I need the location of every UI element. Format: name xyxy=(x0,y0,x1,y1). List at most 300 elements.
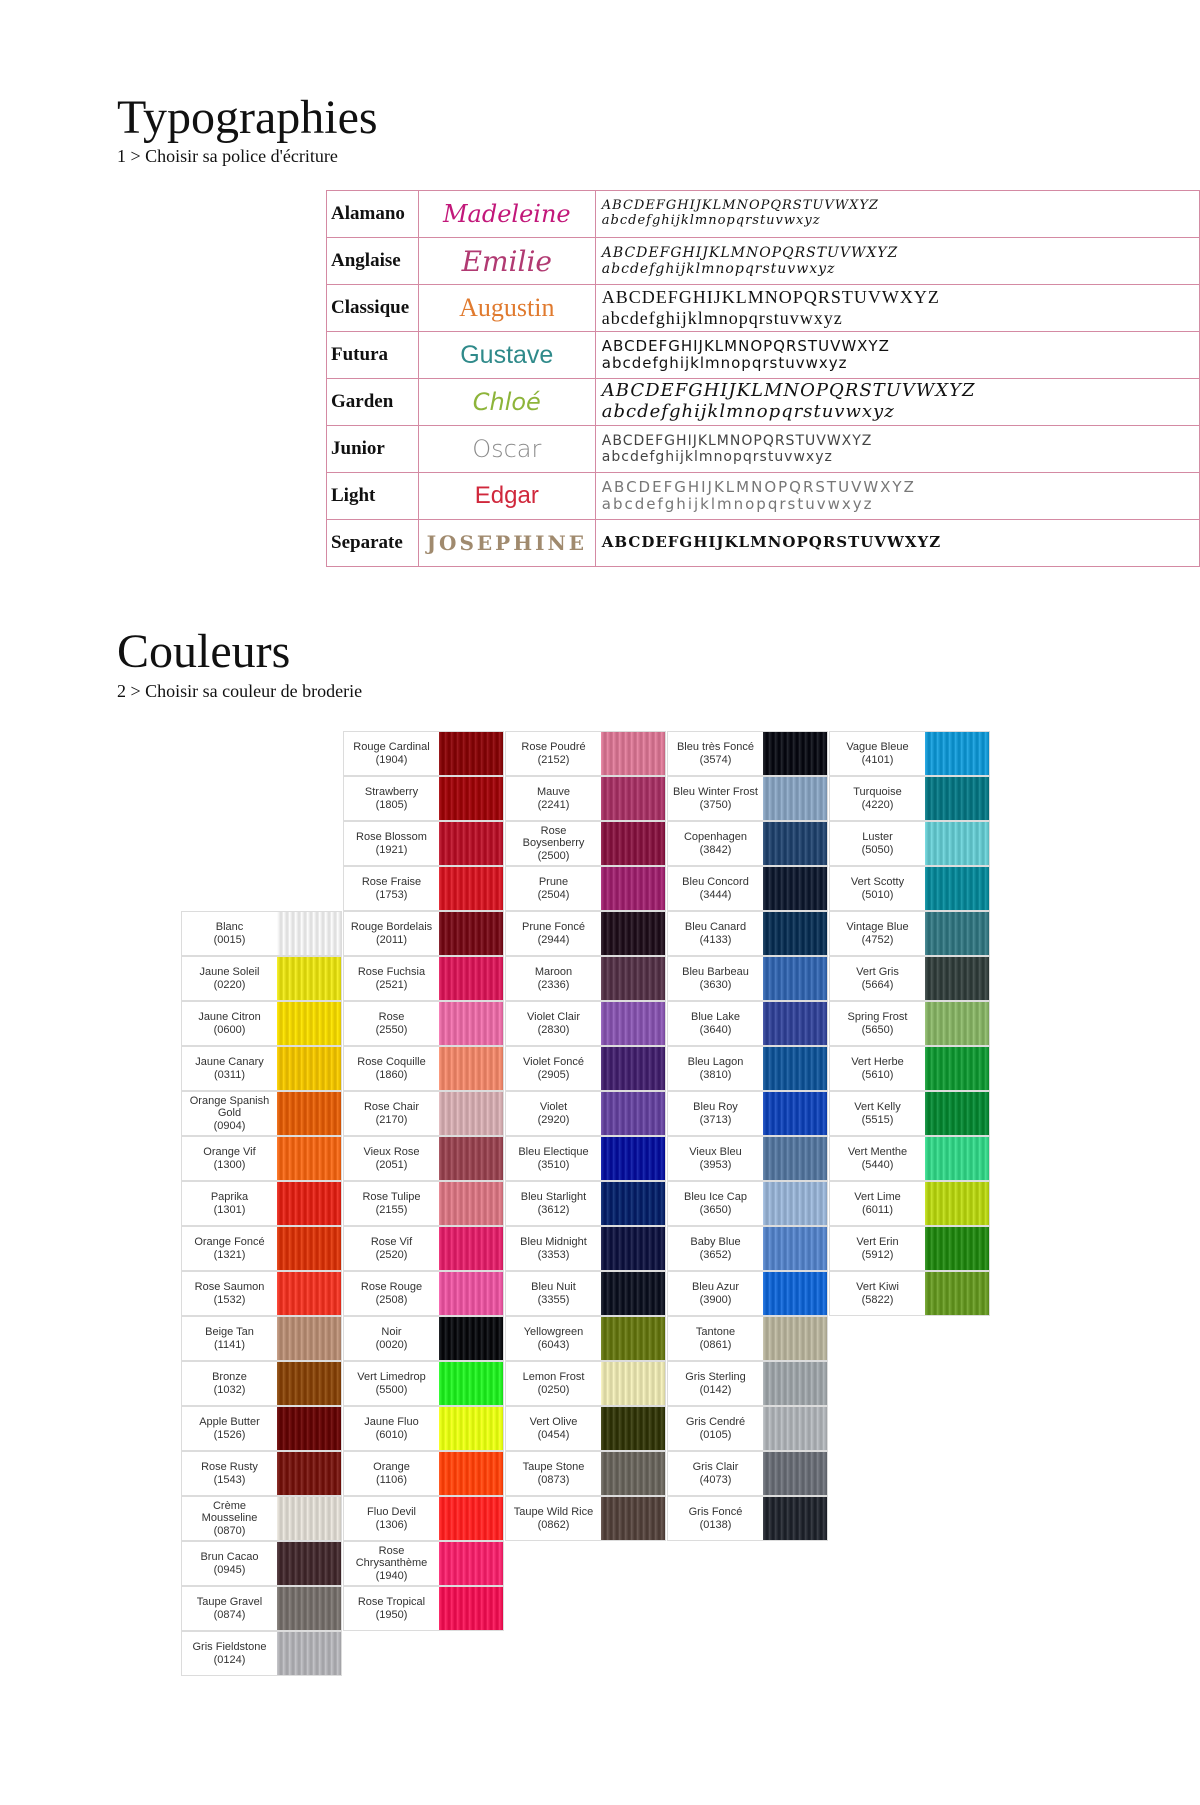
thread-label[interactable] xyxy=(667,821,763,866)
thread-swatch[interactable] xyxy=(763,1181,828,1226)
thread-swatch[interactable] xyxy=(277,1451,342,1496)
thread-label[interactable] xyxy=(181,1631,277,1676)
thread-swatch[interactable] xyxy=(763,1451,828,1496)
thread-swatch[interactable] xyxy=(601,731,666,776)
thread-name: Vert Kiwi xyxy=(856,1281,899,1294)
thread-name: Bleu Winter Frost xyxy=(673,786,758,799)
thread-swatch[interactable] xyxy=(763,1361,828,1406)
thread-swatch[interactable] xyxy=(439,1271,504,1316)
thread-label[interactable] xyxy=(667,1496,763,1541)
thread-label[interactable] xyxy=(667,866,763,911)
thread-label[interactable] xyxy=(181,1271,277,1316)
thread-label[interactable] xyxy=(181,1046,277,1091)
thread-label[interactable] xyxy=(181,1001,277,1046)
thread-swatch[interactable] xyxy=(277,1496,342,1541)
thread-label[interactable] xyxy=(181,1181,277,1226)
thread-name: Beige Tan xyxy=(205,1326,254,1339)
thread-label[interactable] xyxy=(505,776,601,821)
thread-swatch[interactable] xyxy=(439,1316,504,1361)
thread-swatch[interactable] xyxy=(439,1136,504,1181)
typography-row xyxy=(327,473,1200,520)
thread-label[interactable] xyxy=(667,1316,763,1361)
thread-label[interactable] xyxy=(667,1271,763,1316)
thread-code: (2944) xyxy=(537,933,570,946)
thread-label[interactable] xyxy=(505,956,601,1001)
thread-name: Prune Foncé xyxy=(522,921,585,934)
thread-label[interactable] xyxy=(829,1091,925,1136)
thread-name: Gris Clair xyxy=(692,1461,739,1474)
thread-code: (2155) xyxy=(375,1203,408,1216)
thread-swatch[interactable] xyxy=(439,1586,504,1631)
thread-label[interactable] xyxy=(505,821,601,866)
thread-name: Bleu Canard xyxy=(684,921,747,934)
thread-swatch[interactable] xyxy=(439,1496,504,1541)
font-sample: Oscar xyxy=(418,426,595,473)
thread-swatch[interactable] xyxy=(763,1091,828,1136)
thread-swatch[interactable] xyxy=(439,1091,504,1136)
font-name: Separate xyxy=(327,520,419,567)
thread-label[interactable] xyxy=(667,1046,763,1091)
thread-label[interactable] xyxy=(343,1586,439,1631)
alphabet-lowercase: abcdefghijklmnopqrstuvwxyz xyxy=(601,308,843,328)
thread-name: Vert Erin xyxy=(856,1236,899,1249)
thread-label[interactable] xyxy=(829,776,925,821)
thread-code: (3510) xyxy=(537,1158,570,1171)
thread-swatch[interactable] xyxy=(439,1406,504,1451)
thread-name: Vert Olive xyxy=(529,1416,578,1429)
thread-swatch[interactable] xyxy=(925,1271,990,1316)
font-sample: JOSEPHINE xyxy=(418,520,595,567)
thread-swatch[interactable] xyxy=(763,1136,828,1181)
thread-swatch[interactable] xyxy=(439,1361,504,1406)
thread-swatch[interactable] xyxy=(439,821,504,866)
thread-name: Rose Chair xyxy=(363,1101,420,1114)
thread-name: Rose xyxy=(378,1011,405,1024)
thread-swatch[interactable] xyxy=(439,1046,504,1091)
thread-name: Orange Spanish Gold xyxy=(189,1095,270,1120)
thread-name: Violet Foncé xyxy=(523,1056,584,1069)
thread-name: Bleu Barbeau xyxy=(682,966,749,979)
thread-label[interactable] xyxy=(181,1496,277,1541)
thread-swatch[interactable] xyxy=(925,866,990,911)
thread-swatch[interactable] xyxy=(925,821,990,866)
thread-swatch[interactable] xyxy=(439,866,504,911)
thread-swatch[interactable] xyxy=(277,1136,342,1181)
thread-name: Rose Chrysanthème xyxy=(355,1545,428,1570)
thread-name: Vert Scotty xyxy=(850,876,905,889)
thread-label[interactable] xyxy=(505,1001,601,1046)
typography-row xyxy=(327,332,1200,379)
thread-label[interactable] xyxy=(181,1586,277,1631)
thread-code: (2152) xyxy=(537,753,570,766)
thread-name: Rose Blossom xyxy=(356,831,427,844)
thread-name: Maroon xyxy=(534,966,573,979)
thread-code: (1306) xyxy=(375,1518,408,1531)
thread-label[interactable] xyxy=(667,1226,763,1271)
thread-label[interactable] xyxy=(181,1406,277,1451)
alphabet-uppercase: ABCDEFGHIJKLMNOPQRSTUVWXYZ xyxy=(601,477,916,496)
thread-code: (3713) xyxy=(699,1113,732,1126)
alphabet-uppercase: ABCDEFGHIJKLMNOPQRSTUVWXYZ xyxy=(601,336,890,355)
thread-swatch[interactable] xyxy=(277,1631,342,1676)
thread-code: (1940) xyxy=(375,1569,408,1582)
thread-swatch[interactable] xyxy=(277,1046,342,1091)
thread-swatch[interactable] xyxy=(439,911,504,956)
thread-swatch[interactable] xyxy=(763,1271,828,1316)
thread-code: (6011) xyxy=(862,1203,893,1216)
thread-label[interactable] xyxy=(181,911,277,956)
thread-code: (2500) xyxy=(537,849,570,862)
thread-swatch[interactable] xyxy=(277,1226,342,1271)
thread-label[interactable] xyxy=(505,1271,601,1316)
thread-swatch[interactable] xyxy=(601,1271,666,1316)
thread-label[interactable] xyxy=(829,731,925,776)
thread-code: (3750) xyxy=(699,798,732,811)
thread-code: (1106) xyxy=(376,1473,407,1486)
thread-label[interactable] xyxy=(505,1451,601,1496)
typography-row xyxy=(327,191,1200,238)
thread-swatch[interactable] xyxy=(763,1406,828,1451)
thread-label[interactable] xyxy=(343,1496,439,1541)
thread-swatch[interactable] xyxy=(763,1046,828,1091)
thread-swatch[interactable] xyxy=(601,1046,666,1091)
thread-name: Rouge Cardinal xyxy=(353,741,430,754)
thread-swatch[interactable] xyxy=(925,1046,990,1091)
thread-name: Taupe Wild Rice xyxy=(513,1506,594,1519)
thread-name: Vert Gris xyxy=(856,966,899,979)
thread-label[interactable] xyxy=(343,776,439,821)
thread-swatch[interactable] xyxy=(277,956,342,1001)
thread-swatch[interactable] xyxy=(277,1001,342,1046)
thread-label[interactable] xyxy=(181,1316,277,1361)
thread-swatch[interactable] xyxy=(601,1406,666,1451)
thread-label[interactable] xyxy=(343,911,439,956)
thread-swatch[interactable] xyxy=(601,1496,666,1541)
font-alphabet xyxy=(595,285,1199,332)
thread-name: Bleu Electique xyxy=(518,1146,589,1159)
thread-swatch[interactable] xyxy=(925,1091,990,1136)
thread-label[interactable] xyxy=(829,1271,925,1316)
font-sample: Edgar xyxy=(418,473,595,520)
thread-label[interactable] xyxy=(829,911,925,956)
thread-code: (5515) xyxy=(861,1113,894,1126)
thread-label[interactable] xyxy=(343,1046,439,1091)
thread-name: Orange Foncé xyxy=(194,1236,265,1249)
thread-name: Taupe Stone xyxy=(522,1461,585,1474)
thread-label[interactable] xyxy=(505,1091,601,1136)
thread-label[interactable] xyxy=(181,1226,277,1271)
thread-name: Rose Poudré xyxy=(521,741,586,754)
thread-name: Blanc xyxy=(215,921,244,934)
thread-swatch[interactable] xyxy=(277,1361,342,1406)
thread-code: (2504) xyxy=(537,888,570,901)
thread-name: Vert Limedrop xyxy=(357,1371,426,1384)
thread-code: (3650) xyxy=(699,1203,732,1216)
thread-label[interactable] xyxy=(181,1541,277,1586)
thread-label[interactable] xyxy=(667,1001,763,1046)
thread-code: (5912) xyxy=(861,1248,894,1261)
thread-code: (2241) xyxy=(537,798,570,811)
thread-name: Rose Saumon xyxy=(194,1281,265,1294)
thread-swatch[interactable] xyxy=(763,866,828,911)
thread-swatch[interactable] xyxy=(601,956,666,1001)
thread-swatch[interactable] xyxy=(763,911,828,956)
thread-label[interactable] xyxy=(343,1541,439,1586)
thread-swatch[interactable] xyxy=(601,866,666,911)
thread-swatch[interactable] xyxy=(277,1316,342,1361)
thread-swatch[interactable] xyxy=(601,1361,666,1406)
thread-code: (2520) xyxy=(375,1248,408,1261)
thread-name: Jaune Citron xyxy=(198,1011,261,1024)
thread-label[interactable] xyxy=(343,731,439,776)
font-alphabet xyxy=(595,379,1199,426)
thread-code: (3574) xyxy=(699,753,732,766)
thread-name: Rouge Bordelais xyxy=(350,921,433,934)
thread-swatch[interactable] xyxy=(439,1226,504,1271)
thread-label[interactable] xyxy=(505,1181,601,1226)
font-alphabet xyxy=(595,520,1199,567)
thread-swatch[interactable] xyxy=(277,1541,342,1586)
thread-label[interactable] xyxy=(667,1451,763,1496)
thread-code: (1526) xyxy=(213,1428,246,1441)
thread-label[interactable] xyxy=(343,1451,439,1496)
thread-swatch[interactable] xyxy=(601,911,666,956)
thread-label[interactable] xyxy=(667,1181,763,1226)
thread-swatch[interactable] xyxy=(439,731,504,776)
thread-swatch[interactable] xyxy=(601,1451,666,1496)
thread-code: (3842) xyxy=(699,843,732,856)
thread-swatch[interactable] xyxy=(925,1226,990,1271)
thread-name: Turquoise xyxy=(853,786,902,799)
thread-label[interactable] xyxy=(667,1136,763,1181)
alphabet-uppercase: ABCDEFGHIJKLMNOPQRSTUVWXYZ xyxy=(601,533,942,552)
thread-swatch[interactable] xyxy=(601,1316,666,1361)
thread-swatch[interactable] xyxy=(277,911,342,956)
thread-label[interactable] xyxy=(343,866,439,911)
thread-swatch[interactable] xyxy=(439,776,504,821)
thread-label[interactable] xyxy=(343,1406,439,1451)
thread-label[interactable] xyxy=(343,956,439,1001)
thread-swatch[interactable] xyxy=(763,1316,828,1361)
thread-swatch[interactable] xyxy=(439,1181,504,1226)
thread-code: (3353) xyxy=(537,1248,570,1261)
thread-code: (1950) xyxy=(375,1608,408,1621)
thread-label[interactable] xyxy=(829,1001,925,1046)
thread-code: (1532) xyxy=(213,1293,246,1306)
thread-code: (5500) xyxy=(375,1383,408,1396)
thread-label[interactable] xyxy=(343,1091,439,1136)
thread-label[interactable] xyxy=(667,776,763,821)
thread-name: Rose Rusty xyxy=(201,1461,258,1474)
thread-name: Rose Fuchsia xyxy=(357,966,426,979)
thread-code: (0870) xyxy=(213,1524,246,1537)
thread-code: (1753) xyxy=(375,888,408,901)
thread-name: Paprika xyxy=(210,1191,249,1204)
thread-code: (2550) xyxy=(375,1023,408,1036)
thread-name: Strawberry xyxy=(364,786,419,799)
thread-name: Brun Cacao xyxy=(200,1551,259,1564)
font-sample: Chloé xyxy=(418,379,595,426)
thread-swatch[interactable] xyxy=(439,1001,504,1046)
thread-label[interactable] xyxy=(505,866,601,911)
thread-name: Gris Foncé xyxy=(688,1506,743,1519)
thread-label[interactable] xyxy=(829,1226,925,1271)
thread-swatch[interactable] xyxy=(601,821,666,866)
thread-label[interactable] xyxy=(505,911,601,956)
alphabet-lowercase: abcdefghijklmnopqrstuvwxyz xyxy=(601,354,848,372)
thread-label[interactable] xyxy=(505,1316,601,1361)
thread-name: Jaune Canary xyxy=(195,1056,264,1069)
thread-swatch[interactable] xyxy=(925,956,990,1001)
thread-name: Lemon Frost xyxy=(522,1371,585,1384)
thread-name: Violet xyxy=(539,1101,568,1114)
thread-label[interactable] xyxy=(343,1136,439,1181)
thread-swatch[interactable] xyxy=(277,1406,342,1451)
font-sample: Madeleine xyxy=(418,191,595,238)
thread-swatch[interactable] xyxy=(925,731,990,776)
thread-swatch[interactable] xyxy=(439,1541,504,1586)
thread-swatch[interactable] xyxy=(439,1451,504,1496)
thread-swatch[interactable] xyxy=(925,776,990,821)
thread-label[interactable] xyxy=(667,1406,763,1451)
thread-code: (1904) xyxy=(375,753,408,766)
thread-code: (2170) xyxy=(375,1113,408,1126)
thread-label[interactable] xyxy=(343,1001,439,1046)
thread-swatch[interactable] xyxy=(601,1091,666,1136)
thread-swatch[interactable] xyxy=(925,1136,990,1181)
font-alphabet xyxy=(595,426,1199,473)
thread-swatch[interactable] xyxy=(277,1091,342,1136)
thread-code: (3630) xyxy=(699,978,732,991)
font-name: Light xyxy=(327,473,419,520)
thread-swatch[interactable] xyxy=(763,731,828,776)
thread-label[interactable] xyxy=(343,1181,439,1226)
section-subtitle-couleurs: 2 > Choisir sa couleur de broderie xyxy=(117,681,363,701)
thread-label[interactable] xyxy=(181,1091,277,1136)
thread-label[interactable] xyxy=(667,911,763,956)
thread-label[interactable] xyxy=(667,1361,763,1406)
thread-code: (2051) xyxy=(375,1158,408,1171)
thread-code: (2336) xyxy=(537,978,570,991)
thread-name: Bleu Roy xyxy=(693,1101,738,1114)
thread-code: (0454) xyxy=(537,1428,570,1441)
thread-label[interactable] xyxy=(505,1226,601,1271)
thread-swatch[interactable] xyxy=(925,1001,990,1046)
thread-code: (4101) xyxy=(861,753,894,766)
thread-code: (5010) xyxy=(861,888,894,901)
thread-code: (2508) xyxy=(375,1293,408,1306)
font-name: Futura xyxy=(327,332,419,379)
thread-swatch[interactable] xyxy=(601,1001,666,1046)
font-alphabet xyxy=(595,332,1199,379)
thread-swatch[interactable] xyxy=(277,1586,342,1631)
thread-code: (0250) xyxy=(537,1383,570,1396)
thread-code: (2830) xyxy=(537,1023,570,1036)
thread-name: Vert Herbe xyxy=(851,1056,904,1069)
thread-code: (1300) xyxy=(213,1158,246,1171)
thread-label[interactable] xyxy=(505,1136,601,1181)
thread-name: Rose Coquille xyxy=(357,1056,426,1069)
thread-label[interactable] xyxy=(829,1181,925,1226)
thread-code: (5650) xyxy=(861,1023,894,1036)
thread-label[interactable] xyxy=(181,1136,277,1181)
thread-swatch[interactable] xyxy=(601,1136,666,1181)
thread-label[interactable] xyxy=(829,1046,925,1091)
thread-swatch[interactable] xyxy=(925,1181,990,1226)
thread-code: (0873) xyxy=(537,1473,570,1486)
thread-name: Vintage Blue xyxy=(846,921,909,934)
thread-swatch[interactable] xyxy=(601,776,666,821)
thread-swatch[interactable] xyxy=(763,956,828,1001)
thread-swatch[interactable] xyxy=(277,1271,342,1316)
thread-swatch[interactable] xyxy=(277,1181,342,1226)
thread-code: (4133) xyxy=(699,933,732,946)
thread-code: (4752) xyxy=(861,933,894,946)
thread-label[interactable] xyxy=(505,1046,601,1091)
thread-label[interactable] xyxy=(667,956,763,1001)
font-alphabet xyxy=(595,238,1199,285)
section-title-typographies: Typographies xyxy=(117,91,378,144)
thread-code: (1921) xyxy=(375,843,408,856)
thread-label[interactable] xyxy=(829,821,925,866)
typography-row xyxy=(327,285,1200,332)
thread-swatch[interactable] xyxy=(763,1496,828,1541)
thread-swatch[interactable] xyxy=(439,956,504,1001)
thread-name: Bleu Midnight xyxy=(520,1236,587,1249)
thread-swatch[interactable] xyxy=(601,1226,666,1271)
thread-label[interactable] xyxy=(343,1361,439,1406)
thread-label[interactable] xyxy=(667,731,763,776)
font-alphabet xyxy=(595,473,1199,520)
thread-swatch[interactable] xyxy=(763,1226,828,1271)
thread-label[interactable] xyxy=(343,821,439,866)
thread-name: Jaune Soleil xyxy=(199,966,260,979)
thread-swatch[interactable] xyxy=(601,1181,666,1226)
thread-label[interactable] xyxy=(505,1496,601,1541)
section-subtitle-typographies: 1 > Choisir sa police d'écriture xyxy=(117,146,338,166)
font-name: Alamano xyxy=(327,191,419,238)
thread-code: (3953) xyxy=(699,1158,732,1171)
thread-name: Orange Vif xyxy=(203,1146,256,1159)
thread-name: Bleu Starlight xyxy=(520,1191,587,1204)
thread-name: Yellowgreen xyxy=(523,1326,584,1339)
thread-swatch[interactable] xyxy=(763,821,828,866)
thread-label[interactable] xyxy=(505,731,601,776)
thread-code: (0138) xyxy=(699,1518,732,1531)
thread-swatch[interactable] xyxy=(925,911,990,956)
thread-swatch[interactable] xyxy=(763,1001,828,1046)
thread-label[interactable] xyxy=(505,1406,601,1451)
thread-label[interactable] xyxy=(343,1226,439,1271)
thread-name: Vert Kelly xyxy=(854,1101,901,1114)
thread-label[interactable] xyxy=(343,1271,439,1316)
thread-label[interactable] xyxy=(829,956,925,1001)
thread-label[interactable] xyxy=(667,1091,763,1136)
thread-name: Rose Boysenberry xyxy=(522,825,585,850)
thread-label[interactable] xyxy=(181,956,277,1001)
thread-label[interactable] xyxy=(181,1451,277,1496)
thread-code: (0020) xyxy=(375,1338,408,1351)
thread-label[interactable] xyxy=(829,866,925,911)
font-name: Anglaise xyxy=(327,238,419,285)
thread-swatch[interactable] xyxy=(763,776,828,821)
thread-label[interactable] xyxy=(829,1136,925,1181)
thread-label[interactable] xyxy=(181,1361,277,1406)
thread-label[interactable] xyxy=(505,1361,601,1406)
thread-name: Rose Vif xyxy=(370,1236,413,1249)
thread-label[interactable] xyxy=(343,1316,439,1361)
thread-name: Spring Frost xyxy=(847,1011,908,1024)
